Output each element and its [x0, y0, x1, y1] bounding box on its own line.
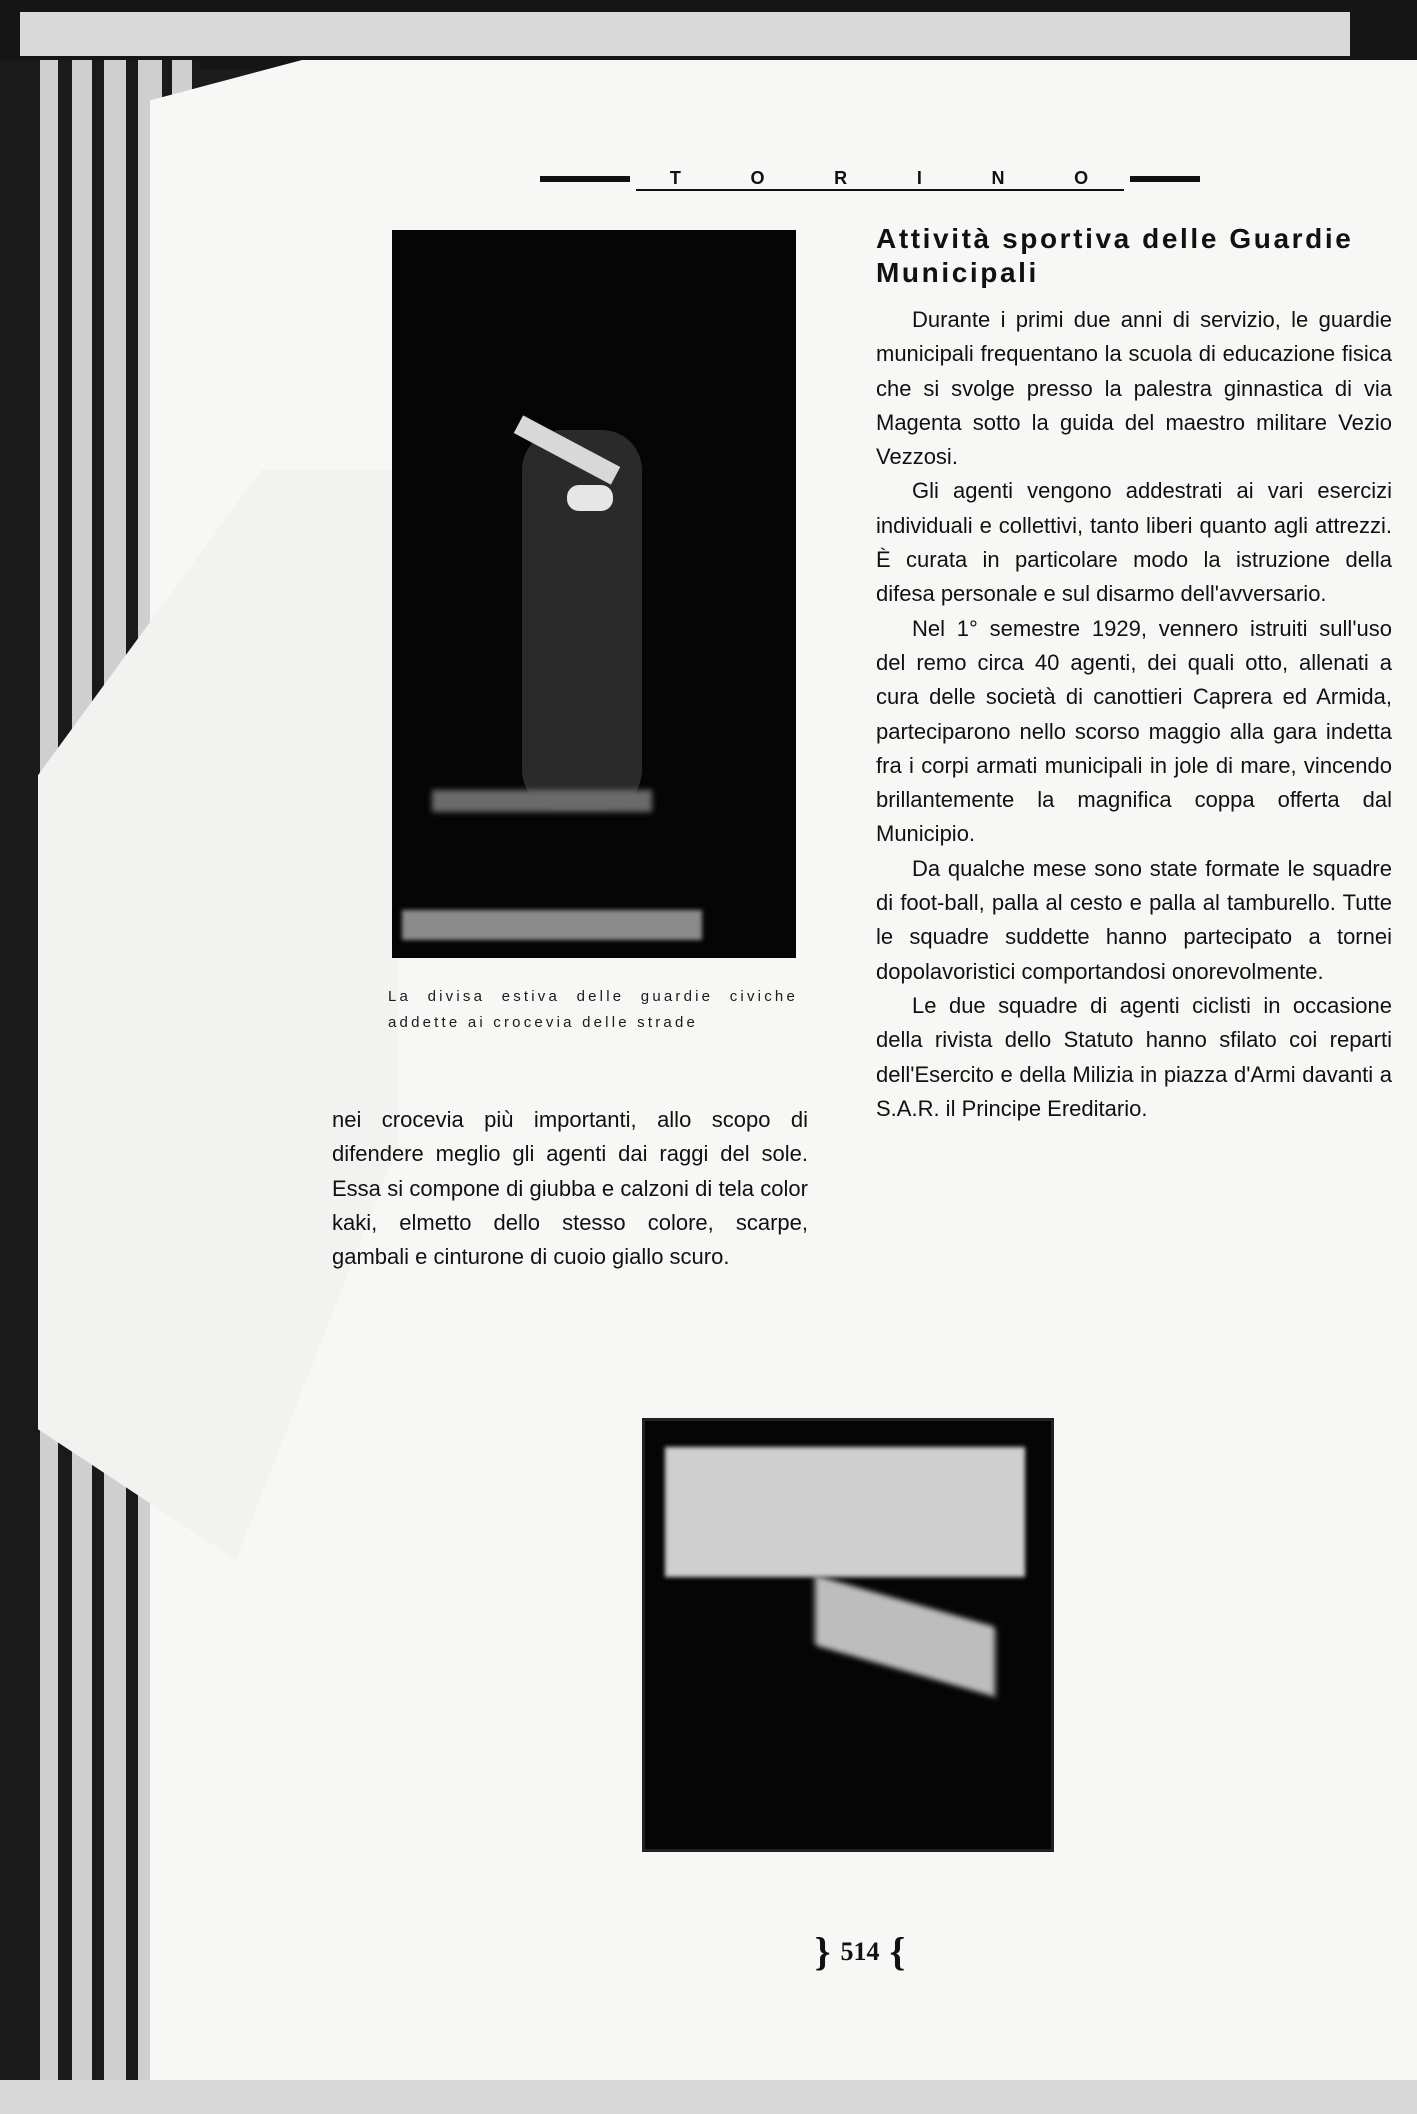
running-head-letters	[636, 167, 1124, 191]
running-head-letter: R	[834, 167, 850, 188]
running-head-letter: N	[991, 167, 1007, 188]
running-head-letter: T	[669, 167, 683, 188]
photo-ground	[402, 910, 702, 940]
photo-caption: La divisa estiva delle guardie civiche addette ai crocevia delle strade	[388, 988, 798, 1031]
paragraph: Da qualche mese sono state formate le squadre di foot-ball, palla al cesto e palla al tamburello. Tutte le squadre suddette hanno partecipato a tornei dopolavoristici comportandosi onorevolmente.	[876, 855, 1392, 984]
photo-sky	[665, 1447, 1025, 1577]
article-body	[876, 303, 1392, 1126]
paragraph: nei crocevia più importanti, allo scopo di difendere meglio gli agenti dai raggi del sole. Essa si compone di giubba e calzoni di tela color kaki, elmetto dello stesso colore, scarpe, gambali e cinturone di cuoio giallo scuro.	[332, 1107, 808, 1270]
article-title: Attività sportiva delle Guardie Municipali	[876, 223, 1354, 288]
photo-light-streak	[432, 790, 652, 812]
page-number: 514	[840, 1937, 880, 1966]
running-head-letter: O	[1074, 167, 1091, 188]
scan-bottom-border	[0, 2080, 1417, 2114]
running-head-bar-right	[1130, 176, 1200, 182]
photo-snow-slope	[815, 1575, 995, 1697]
running-head-letter: O	[750, 167, 767, 188]
folio-ornament-right: {	[889, 1929, 906, 1974]
folio-ornament-left: }	[814, 1929, 831, 1974]
running-head-letter: I	[916, 167, 924, 188]
scan-top-border	[0, 0, 1417, 70]
left-column-text	[332, 1103, 808, 1274]
paragraph: Gli agenti vengono addestrati ai vari esercizi individuali e collettivi, tanto liberi quanto agli attrezzi. È curata in particolare modo la istruzione della difesa personale e sul disarmo dell'avversario.	[876, 478, 1392, 607]
uniform-photo	[392, 230, 796, 958]
running-head-bar-left	[540, 176, 630, 182]
running-head	[540, 166, 1200, 192]
page-folio	[790, 1929, 930, 1974]
paragraph: Nel 1° semestre 1929, vennero istruiti sull'uso del remo circa 40 agenti, dei quali otto, allenati a cura delle società di canottieri Caprera ed Armida, parteciparono nello scorso maggio alla gara indetta fra i corpi armati municipali in jole di mare, vincendo brillantemente la magnifica coppa offerta dal Municipio.	[876, 615, 1392, 847]
scan-top-light	[20, 12, 1350, 56]
landscape-photo	[642, 1418, 1054, 1852]
paragraph: Le due squadre di agenti ciclisti in occasione della rivista dello Statuto hanno sfilato coi reparti dell'Esercito e della Milizia in piazza d'Armi davanti a S.A.R. il Principe Ereditario.	[876, 992, 1392, 1121]
photo-glove	[567, 485, 613, 511]
paragraph: Durante i primi due anni di servizio, le guardie municipali frequentano la scuola di educazione fisica che si svolge presso la palestra ginnastica di via Magenta sotto la guida del maestro militare Vezio Vezzosi.	[876, 307, 1392, 470]
